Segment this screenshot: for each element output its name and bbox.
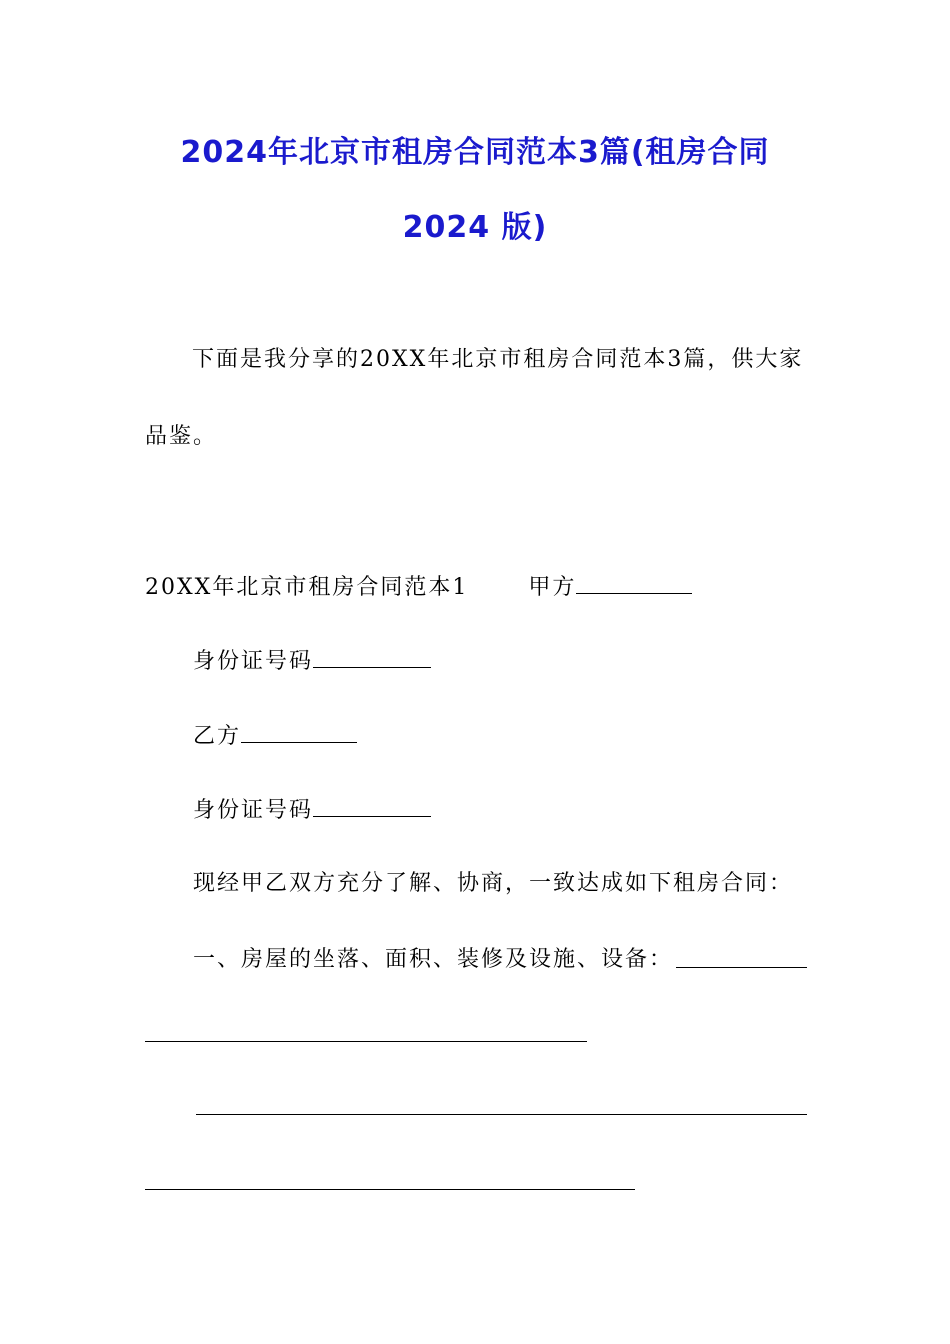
- document-title-line-2: 2024 版): [402, 210, 548, 245]
- party-a-id-line: [193, 645, 431, 676]
- clause-1-text: 一、房屋的坐落、面积、装修及设施、设备：: [193, 947, 674, 972]
- party-a-label: 甲方: [528, 575, 577, 600]
- clause-1-blank-4: [145, 1189, 635, 1190]
- section-heading: 20XX年北京市租房合同范本1: [145, 575, 469, 600]
- party-a-id-label: 身份证号码: [193, 649, 314, 674]
- party-a-blank: [576, 571, 692, 594]
- party-b-id-blank: [313, 794, 431, 817]
- agreement-paragraph: 现经甲乙双方充分了解、协商，一致达成如下租房合同：: [193, 871, 794, 896]
- intro-paragraph-line-1: 下面是我分享的20XX年北京市租房合同范本3篇，供大家: [192, 347, 804, 372]
- document-title-line-1: 2024年北京市租房合同范本3篇(租房合同: [180, 135, 770, 170]
- party-b-line: [193, 720, 357, 751]
- party-b-label: 乙方: [193, 724, 242, 749]
- party-a-id-blank: [313, 645, 431, 668]
- clause-1-blank-1: [676, 967, 807, 968]
- party-b-id-label: 身份证号码: [193, 798, 314, 823]
- clause-1-line: [193, 946, 673, 974]
- clause-1-blank-2: [145, 1041, 587, 1042]
- section-heading-line: [145, 571, 692, 602]
- clause-1-blank-3: [196, 1114, 807, 1115]
- intro-paragraph-line-2: 品鉴。: [145, 424, 218, 449]
- party-b-id-line: [193, 794, 431, 825]
- party-b-blank: [241, 720, 357, 743]
